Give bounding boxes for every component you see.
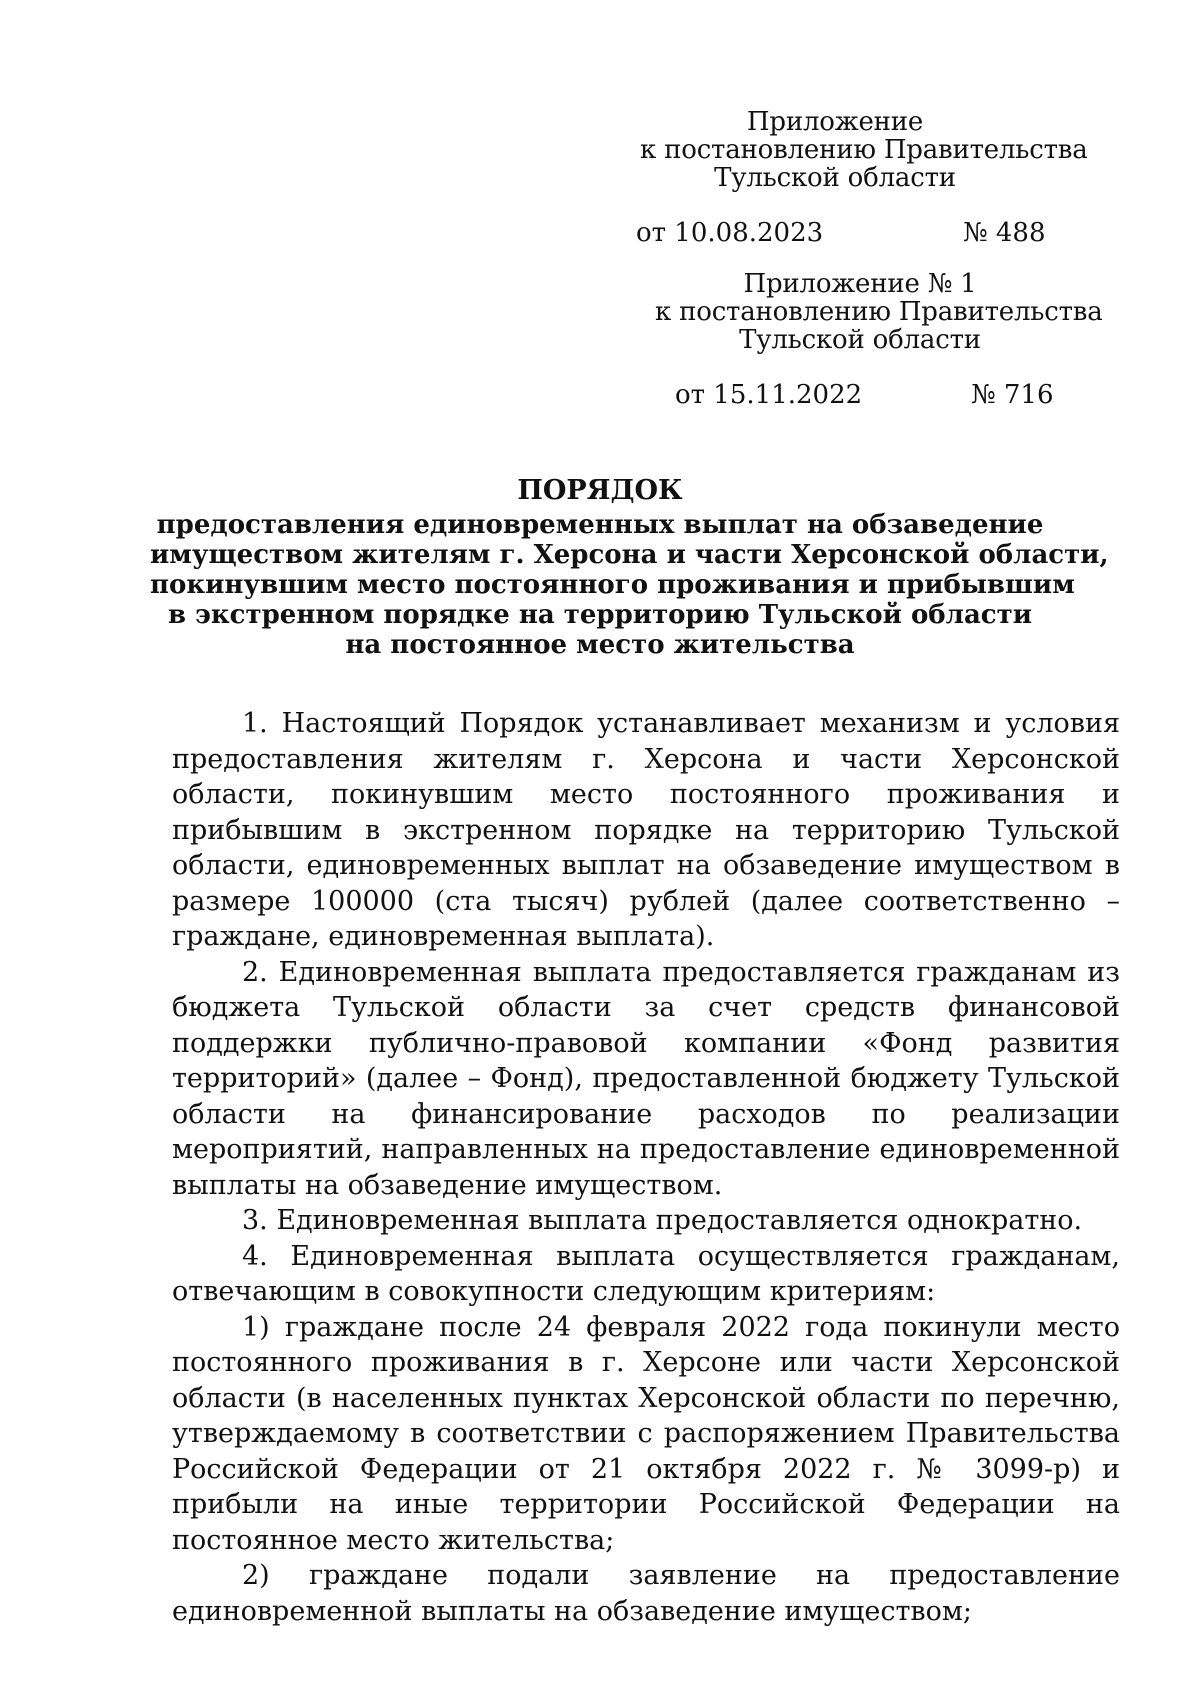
annex-current-header [640, 107, 1088, 193]
annex-current-line2: к постановлению Правительства [640, 135, 1088, 165]
paragraph-1: 1. Настоящий Порядок устанавливает механизм и условия предоставления жителям г. Херсона и части Херсонской области, покинувшим место постоянного проживания и прибывшим в экстренном порядке на территорию Тульской области, единовременных выплат на обзаведение имуществом в размере 100000 (ста тысяч) рублей (далее соответственно – граждане, единовременная выплата). [172, 708, 1120, 952]
title-heading: ПОРЯДОК [517, 475, 683, 506]
paragraph-4: 4. Единовременная выплата осуществляется гражданам, отвечающим в совокупности следующим критериям: [172, 1240, 1120, 1307]
annex-original-line3: Тульской области [739, 325, 981, 355]
paragraph-2: 2. Единовременная выплата предоставляется гражданам из бюджета Тульской области за счет средств финансовой поддержки публично-правовой компании «Фонд развития территорий» (далее – Фонд), предоставленной бюджету Тульской области на финансирование расходов по реализации мероприятий, направленных на предоставление единовременной выплаты на обзаведение имуществом. [172, 956, 1120, 1201]
annex-current-line3: Тульской области [714, 163, 956, 193]
document-title [150, 475, 1109, 660]
criterion-2: 2) граждане подали заявление на предоставление единовременной выплаты на обзаведение имуществом; [172, 1560, 1120, 1627]
criterion-1: 1) граждане после 24 февраля 2022 года покинули место постоянного проживания в г. Херсоне или части Херсонской области (в населенных пунктах Херсонской области по перечню, утверждаемому в соответствии с распоряжением Правительства Российской Федерации от 21 октября 2022 г. № 3099-р) и прибыли на иные территории Российской Федерации на постоянное место жительства; [172, 1311, 1120, 1556]
annex-current-number: № 488 [963, 218, 1046, 248]
annex-original-line2: к постановлению Правительства [655, 297, 1103, 327]
annex-original-date: от 15.11.2022 [675, 380, 863, 410]
annex-original-line1: Приложение № 1 [743, 269, 977, 299]
annex-original-header [655, 269, 1103, 355]
title-line: предоставления единовременных выплат на обзаведение [156, 510, 1044, 540]
title-line: на постоянное место жительства [345, 630, 855, 660]
title-line: покинувшим место постоянного проживания и прибывшим [150, 570, 1075, 600]
annex-current-date: от 10.08.2023 [636, 218, 824, 248]
document-body [172, 706, 1120, 1629]
annex-current-line1: Приложение [746, 107, 924, 137]
paragraph-3: 3. Единовременная выплата предоставляется однократно. [242, 1205, 1083, 1236]
annex-original-number: № 716 [971, 380, 1054, 410]
title-line: имуществом жителям г. Херсона и части Херсонской области, [150, 540, 1109, 570]
title-line: в экстренном порядке на территорию Тульской области [167, 600, 1033, 630]
